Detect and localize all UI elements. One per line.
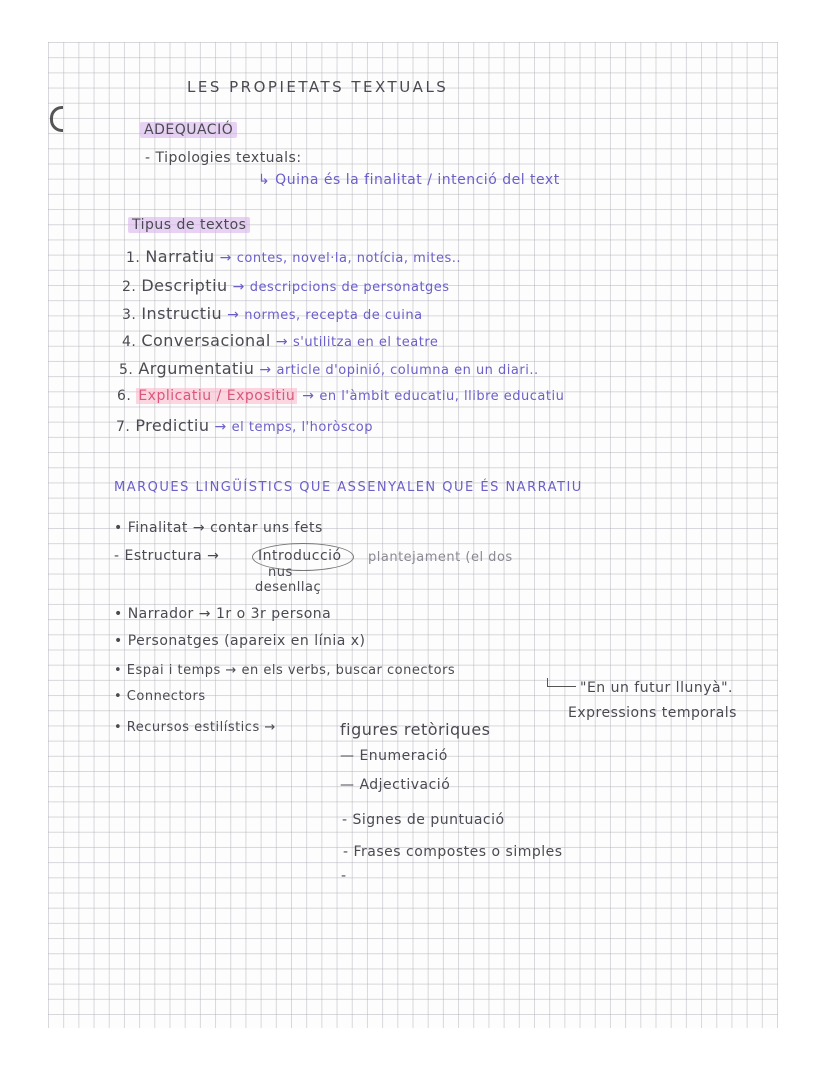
adequacio-heading-text: ADEQUACIÓ: [140, 122, 237, 138]
list-item: 5. Argumentatiu → article d'opinió, columna en un diari..: [119, 359, 539, 378]
recursos-value: figures retòriques: [340, 720, 491, 739]
adequacio-heading: [140, 122, 237, 138]
connectors-example: "En un futur llunyà".: [580, 680, 733, 696]
list-item: - Signes de puntuació: [342, 812, 505, 828]
type-desc: en l'àmbit educatiu, llibre educatiu: [319, 389, 565, 404]
arrow-icon: →: [232, 279, 245, 295]
tipus-heading: [128, 217, 250, 233]
type-name: Descriptiu: [141, 276, 228, 295]
list-item: 1. Narratiu → contes, novel·la, notícia, mites..: [126, 247, 462, 266]
arrow-icon: →: [198, 606, 211, 622]
type-desc: el temps, l'horòscop: [231, 420, 373, 435]
connectors-example-note: Expressions temporals: [568, 705, 737, 721]
type-desc: article d'opinió, columna en un diari..: [276, 363, 539, 378]
arrow-icon: →: [214, 419, 227, 435]
type-desc: contes, novel·la, notícia, mites..: [236, 251, 462, 266]
type-desc: descripcions de personatges: [249, 280, 450, 295]
estructura-part-desenllac: desenllaç: [255, 580, 322, 595]
arrow-icon: →: [219, 250, 232, 266]
list-item: -: [341, 868, 347, 884]
type-name: Predictiu: [135, 416, 210, 435]
list-item: 6. Explicatiu / Expositiu → en l'àmbit educatiu, llibre educatiu: [117, 388, 565, 404]
estructura-part-intro: Introducció: [258, 548, 342, 564]
connectors-row: • Connectors: [114, 689, 206, 704]
tipologies-label: - Tipologies textuals:: [145, 150, 302, 166]
list-item: 2. Descriptiu → descripcions de personatges: [122, 276, 450, 295]
list-item: 4. Conversacional → s'utilitza en el teatre: [122, 331, 439, 350]
list-item: — Enumeració: [340, 748, 448, 764]
estructura-note: plantejament (el dos: [368, 550, 513, 565]
type-desc: normes, recepta de cuina: [244, 308, 423, 323]
arrow-icon: →: [259, 362, 272, 378]
arrow-icon: →: [264, 720, 276, 735]
list-item: 7. Predictiu → el temps, l'horòscop: [116, 416, 373, 435]
finalitat-row: • Finalitat → contar uns fets: [114, 520, 323, 536]
narrador-row: • Narrador → 1r o 3r persona: [114, 606, 332, 622]
bent-arrow-icon: [547, 678, 576, 687]
marques-heading: MARQUES LINGÜÍSTICS QUE ASSENYALEN QUE ÉS NARRATIU: [114, 480, 583, 495]
list-item: 3. Instructiu → normes, recepta de cuina: [122, 304, 423, 323]
espai-row: • Espai i temps → en els verbs, buscar conectors: [114, 663, 456, 678]
type-name: Narratiu: [145, 247, 215, 266]
list-item: - Frases compostes o simples: [343, 844, 563, 860]
arrow-icon: →: [192, 520, 206, 536]
type-name: Argumentatiu: [138, 359, 255, 378]
type-desc: s'utilitza en el teatre: [293, 335, 439, 350]
list-item: — Adjectivació: [340, 777, 451, 793]
recursos-row: • Recursos estilístics →: [114, 720, 276, 735]
arrow-icon: →: [207, 548, 220, 564]
tipologies-note: ↳ Quina és la finalitat / intenció del text: [258, 172, 560, 188]
type-name: Conversacional: [141, 331, 271, 350]
estructura-row: - Estructura →: [114, 548, 220, 564]
tipus-heading-text: Tipus de textos: [128, 217, 250, 233]
type-name: Instructiu: [141, 304, 223, 323]
page-title: LES PROPIETATS TEXTUALS: [187, 78, 449, 96]
personatges-row: • Personatges (apareix en línia x): [114, 633, 366, 649]
arrow-icon: →: [227, 307, 240, 323]
arrow-icon: →: [302, 388, 315, 404]
arrow-icon: →: [275, 334, 289, 350]
type-name: Explicatiu / Expositiu: [138, 388, 296, 404]
arrow-icon: →: [225, 663, 237, 678]
estructura-part-nus: nus: [268, 565, 293, 580]
